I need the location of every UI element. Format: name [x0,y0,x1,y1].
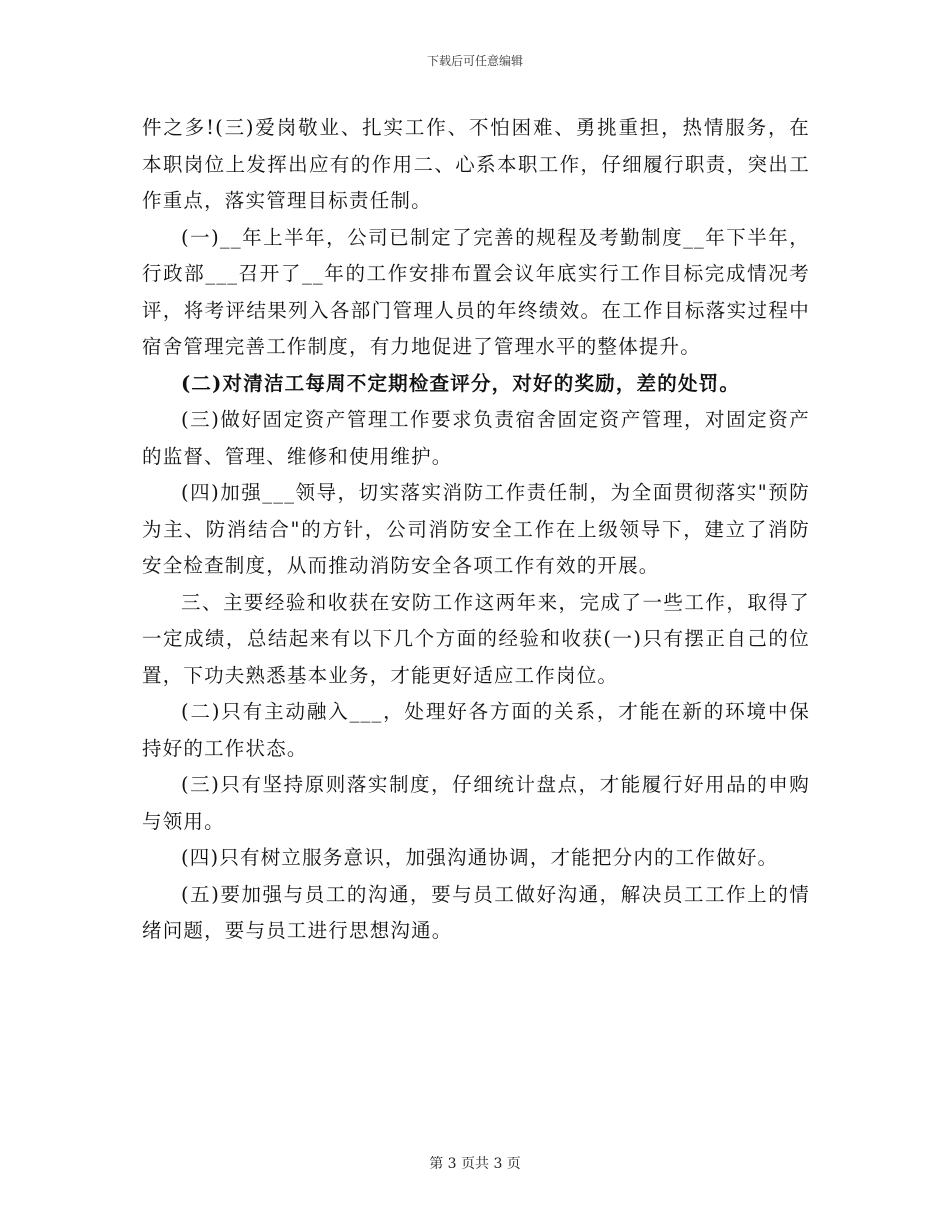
paragraph-section-3: 三、主要经验和收获在安防工作这两年来，完成了一些工作，取得了一定成绩，总结起来有以下几个方面的经验和收获(一)只有摆正自己的位置，下功夫熟悉基本业务，才能更好适应工作岗位。 [142,590,810,687]
paragraph-continuation: 件之多!(三)爱岗敬业、扎实工作、不怕困难、勇挑重担，热情服务，在本职岗位上发挥出应有的作用二、心系本职工作，仔细履行职责，突出工作重点，落实管理目标责任制。 [142,116,810,212]
paragraph-experience-4: (四)只有树立服务意识，加强沟通协调，才能把分内的工作做好。 [181,846,779,869]
paragraph-item-1: (一)__年上半年，公司已制定了完善的规程及考勤制度__年下半年，行政部___召开了__年的工作安排布置会议年底实行工作目标完成情况考评，将考评结果列入各部门管理人员的年终绩效。在工作目标落实过程中宿舍管理完善工作制度，有力地促进了管理水平的整体提升。 [142,225,810,358]
paragraph-item-3: (三)做好固定资产管理工作要求负责宿舍固定资产管理，对固定资产的监督、管理、维修和使用维护。 [142,408,810,468]
paragraph-experience-2: (二)只有主动融入___，处理好各方面的关系，才能在新的环境中保持好的工作状态。 [142,700,810,760]
paragraph-experience-5: (五)要加强与员工的沟通，要与员工做好沟通，解决员工工作上的情绪问题，要与员工进行思想沟通。 [142,882,810,942]
document-body [142,110,810,950]
page-header: 下载后可任意编辑 [426,54,523,68]
paragraph-experience-3: (三)只有坚持原则落实制度，仔细统计盘点，才能履行好用品的申购与领用。 [142,773,810,833]
paragraph-item-4: (四)加强___领导，切实落实消防工作责任制，为全面贯彻落实"预防为主、防消结合"的方针，公司消防安全工作在上级领导下，建立了消防安全检查制度，从而推动消防安全各项工作有效的开展。 [142,481,810,577]
paragraph-item-2-bold: (二)对清洁工每周不定期检查评分，对好的奖励，差的处罚。 [181,371,741,395]
page-footer: 第 3 页共 3 页 [429,1156,521,1172]
